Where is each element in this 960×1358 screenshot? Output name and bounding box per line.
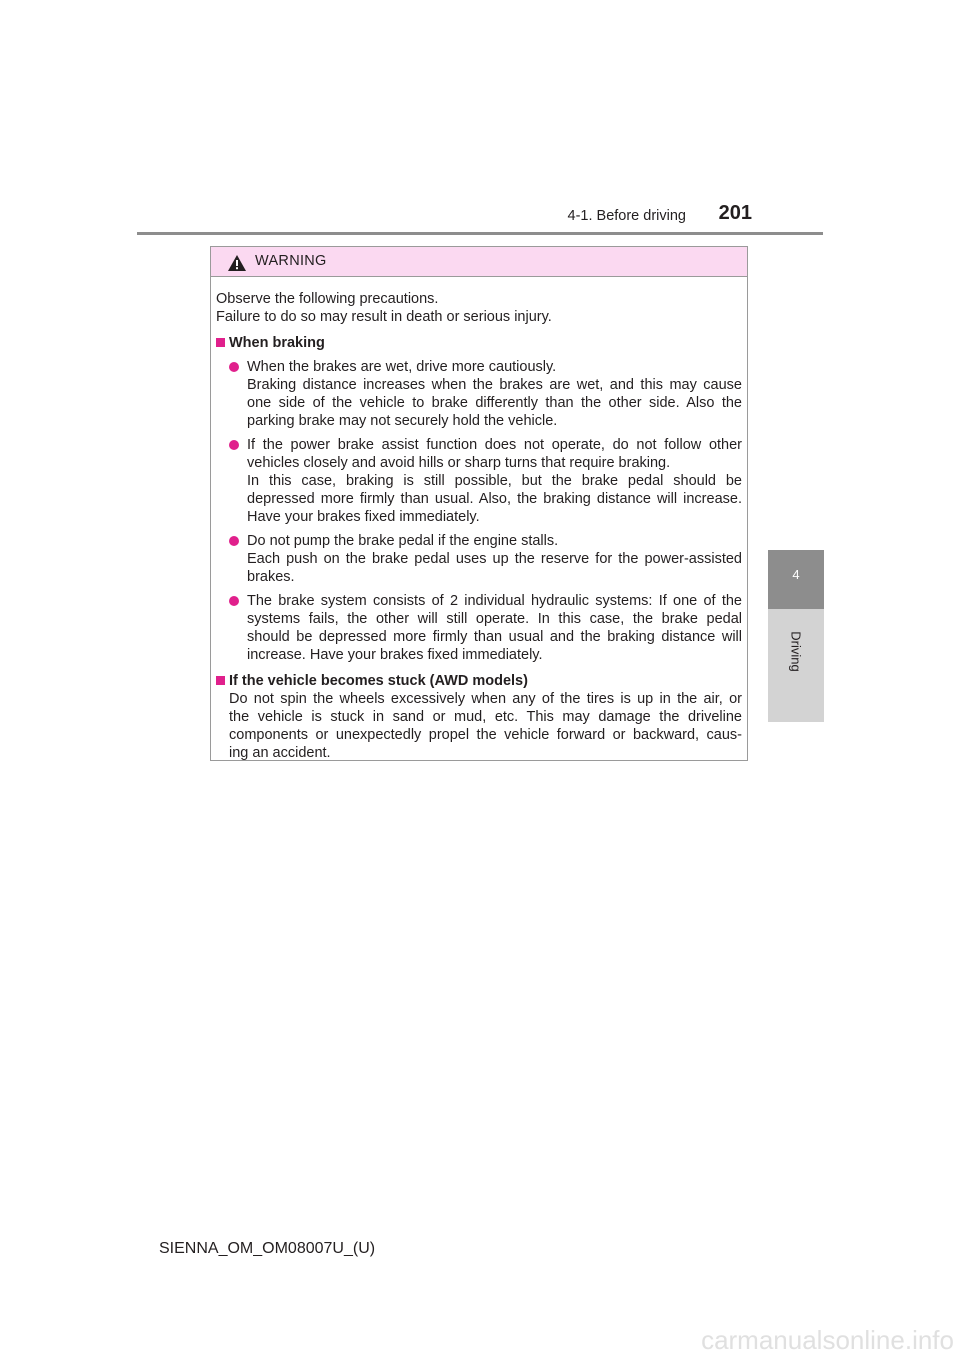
page-number: 201 — [718, 202, 752, 224]
section-heading-braking: When braking — [216, 334, 742, 352]
watermark: carmanualsonline.info — [701, 1325, 954, 1355]
square-bullet-icon — [216, 338, 225, 347]
header-rule — [137, 232, 823, 235]
bullet-item: When the brakes are wet, drive more cautiously. Braking distance increases when the brakes are wet, and this may cause one side of the vehicle to brake differently than the other side. Also the parking brake may not securely hold the vehicle. — [216, 358, 742, 430]
round-bullet-icon — [229, 596, 239, 606]
warning-header — [211, 247, 747, 277]
warning-intro-line: Failure to do so may result in death or serious injury. — [216, 309, 552, 325]
round-bullet-icon — [229, 362, 239, 372]
section-heading-stuck: If the vehicle becomes stuck (AWD models) — [216, 672, 742, 690]
warning-title: WARNING — [255, 253, 327, 269]
round-bullet-icon — [229, 440, 239, 450]
bullet-item: Do not pump the brake pedal if the engine stalls. Each push on the brake pedal uses up the reserve for the power-assisted brakes. — [216, 532, 742, 586]
footer-code: SIENNA_OM_OM08007U_(U) — [159, 1240, 376, 1257]
warning-intro-line: Observe the following precautions. — [216, 291, 439, 307]
warning-intro — [216, 290, 742, 326]
square-bullet-icon — [216, 676, 225, 685]
bullet-item: The brake system consists of 2 individual hydraulic systems: If one of the systems fails, the other will still operate. In this case, the brake pedal should be depressed more firmly than usual and the braking distance will increase. Have your brakes fixed immediately. — [216, 592, 742, 664]
warning-body — [211, 277, 747, 762]
chapter-tab-number: 4 — [792, 567, 800, 582]
stuck-paragraph: Do not spin the wheels excessively when any of the tires is up in the air, or the vehicle is stuck in sand or mud, etc. This may damage the driveline components or unexpectedly propel the vehicle forward or backward, caus- ing an accident. — [229, 691, 742, 761]
bullet-item: If the power brake assist function does not operate, do not follow other vehicles closely and avoid hills or sharp turns that require braking. In this case, braking is still possible, but the brake pedal should be depressed more firmly than usual. Also, the braking distance will increase. Have your brakes fixed immediately. — [216, 436, 742, 526]
warning-triangle-icon — [227, 254, 247, 272]
round-bullet-icon — [229, 536, 239, 546]
page-header — [0, 0, 960, 240]
header-section-title: 4-1. Before driving — [567, 208, 686, 224]
chapter-tab-label: Driving — [788, 631, 804, 672]
warning-box — [210, 246, 748, 761]
